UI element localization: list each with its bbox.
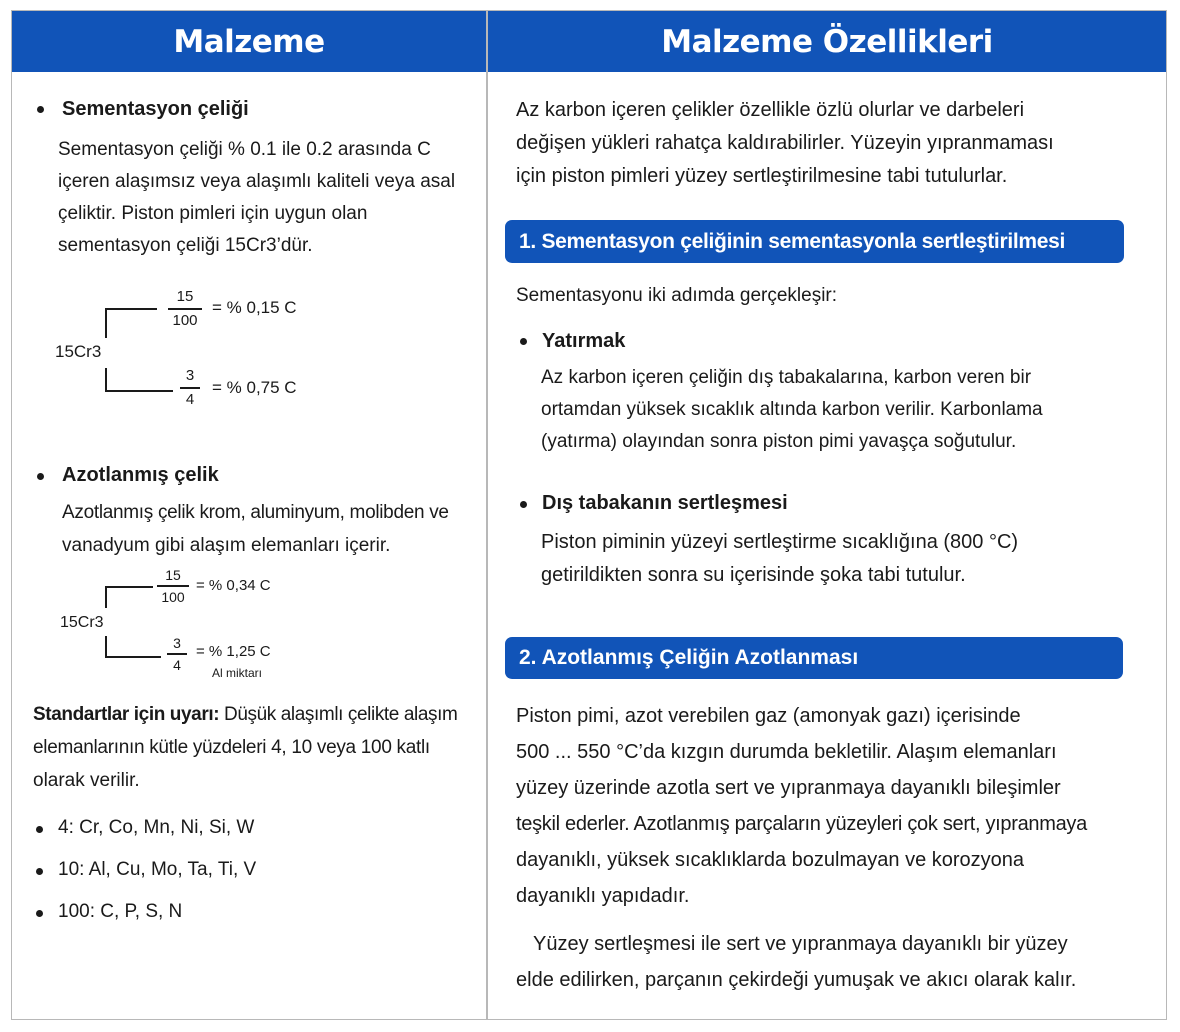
fraction-numerator: 3	[173, 635, 181, 651]
fraction-numerator: 3	[185, 367, 195, 384]
bullet-icon	[36, 826, 43, 833]
step-title-sertlesme: Dış tabakanın sertleşmesi	[542, 492, 788, 514]
paragraph-line: ortamdan yüksek sıcaklık altında karbon verilir. Karbonlama	[541, 399, 1043, 420]
paragraph-line: Sementasyon çeliği % 0.1 ile 0.2 arasında C	[58, 139, 431, 160]
list-item: 4: Cr, Co, Mn, Ni, Si, W	[58, 817, 255, 838]
fraction-result: = % 0,34 C	[196, 577, 271, 594]
section-bar-azotlanma: 2. Azotlanmış Çeliğin Azotlanması	[505, 637, 1123, 679]
intro-line: için piston pimleri yüzey sertleştirilmesine tabi tutulurlar.	[516, 165, 1008, 187]
paragraph-line: çeliktir. Piston pimleri için uygun olan	[58, 203, 368, 224]
bracket-line	[105, 368, 107, 391]
fraction	[180, 366, 200, 410]
step-title-yatirmak: Yatırmak	[542, 330, 626, 352]
fraction-denominator: 100	[161, 588, 185, 605]
intro-line: Az karbon içeren çelikler özellikle özlü olurlar ve darbeleri	[516, 99, 1025, 121]
paragraph-line: vanadyum gibi alaşım elemanları içerir.	[62, 535, 391, 556]
paragraph-line: elde edilirken, parçanın çekirdeği yumuşak ve akıcı olarak kalır.	[516, 969, 1077, 991]
paragraph-line: dayanıklı yapıdadır.	[516, 885, 690, 907]
list-item: 10: Al, Cu, Mo, Ta, Ti, V	[58, 859, 257, 880]
left-header: Malzeme	[12, 11, 486, 72]
bullet-icon	[36, 910, 43, 917]
fraction-result: = % 0,15 C	[212, 298, 297, 317]
bullet-icon	[37, 106, 44, 113]
paragraph-line: yüzey üzerinde azotla sert ve yıpranmaya dayanıklı bileşimler	[516, 777, 1061, 799]
warning-label: Standartlar için uyarı:	[33, 704, 220, 725]
right-header: Malzeme Özellikleri	[488, 11, 1166, 72]
paragraph-line: içeren alaşımsız veya alaşımlı kaliteli veya asal	[58, 171, 456, 192]
warning-line: olarak verilir.	[33, 770, 140, 791]
bullet-icon	[37, 473, 44, 480]
list-item: 100: C, P, S, N	[58, 901, 183, 922]
paragraph-line: sementasyon çeliği 15Cr3’dür.	[58, 235, 313, 256]
paragraph-line: dayanıklı, yüksek sıcaklıklarda bozulmayan ve korozyona	[516, 849, 1025, 871]
fraction-note: Al miktarı	[212, 666, 263, 680]
steel-code: 15Cr3	[60, 614, 104, 631]
column-divider	[486, 10, 488, 1020]
bracket-line	[105, 586, 107, 608]
fraction-numerator: 15	[176, 288, 194, 305]
fraction-result: = % 1,25 C	[196, 643, 271, 660]
fraction-denominator: 4	[173, 656, 181, 673]
section-bar-sementasyon: 1. Sementasyon çeliğinin sementasyonla sertleştirilmesi	[505, 220, 1124, 263]
paragraph-line: 500 ... 550 °C’da kızgın durumda bekletilir. Alaşım elemanları	[516, 741, 1057, 763]
fraction	[157, 566, 189, 606]
bracket-line	[105, 390, 173, 392]
warning-line: elemanlarının kütle yüzdeleri 4, 10 veya 100 katlı	[33, 737, 430, 758]
paragraph-line: (yatırma) olayından sonra piston pimi yavaşça soğutulur.	[541, 431, 1017, 452]
paragraph-line: Piston piminin yüzeyi sertleştirme sıcaklığına (800 °C)	[541, 531, 1019, 553]
fraction-result: = % 0,75 C	[212, 378, 297, 397]
paragraph-line: Yüzey sertleşmesi ile sert ve yıpranmaya dayanıklı bir yüzey	[533, 933, 1068, 955]
section-title-azotlanmis: Azotlanmış çelik	[62, 464, 219, 486]
paragraph-line: Azotlanmış çelik krom, aluminyum, molibden ve	[62, 502, 449, 523]
fraction-denominator: 4	[185, 390, 195, 408]
bracket-line	[105, 636, 107, 657]
fraction	[167, 634, 187, 674]
fraction	[168, 287, 202, 331]
warning-line	[33, 699, 457, 731]
fraction-numerator: 15	[165, 567, 181, 583]
bracket-line	[105, 308, 157, 310]
intro-line: değişen yükleri rahatça kaldırabilirler. Yüzeyin yıpranmaması	[516, 132, 1054, 154]
fraction-denominator: 100	[172, 311, 198, 329]
bullet-icon	[520, 501, 527, 508]
step-intro: Sementasyonu iki adımda gerçekleşir:	[516, 285, 838, 306]
bullet-icon	[36, 868, 43, 875]
bracket-line	[105, 308, 107, 338]
paragraph-line: Piston pimi, azot verebilen gaz (amonyak gazı) içerisinde	[516, 705, 1021, 727]
paragraph-line: teşkil ederler. Azotlanmış parçaların yüzeyleri çok sert, yıpranmaya	[516, 813, 1087, 835]
paragraph-line: Az karbon içeren çeliğin dış tabakalarına, karbon veren bir	[541, 367, 1032, 388]
bracket-line	[105, 586, 153, 588]
section-title-sementasyon: Sementasyon çeliği	[62, 98, 249, 120]
warning-text: Düşük alaşımlı çelikte alaşım	[224, 704, 458, 725]
steel-code: 15Cr3	[55, 342, 102, 361]
bracket-line	[105, 656, 161, 658]
paragraph-line: getirildikten sonra su içerisinde şoka tabi tutulur.	[541, 564, 966, 586]
bullet-icon	[520, 338, 527, 345]
